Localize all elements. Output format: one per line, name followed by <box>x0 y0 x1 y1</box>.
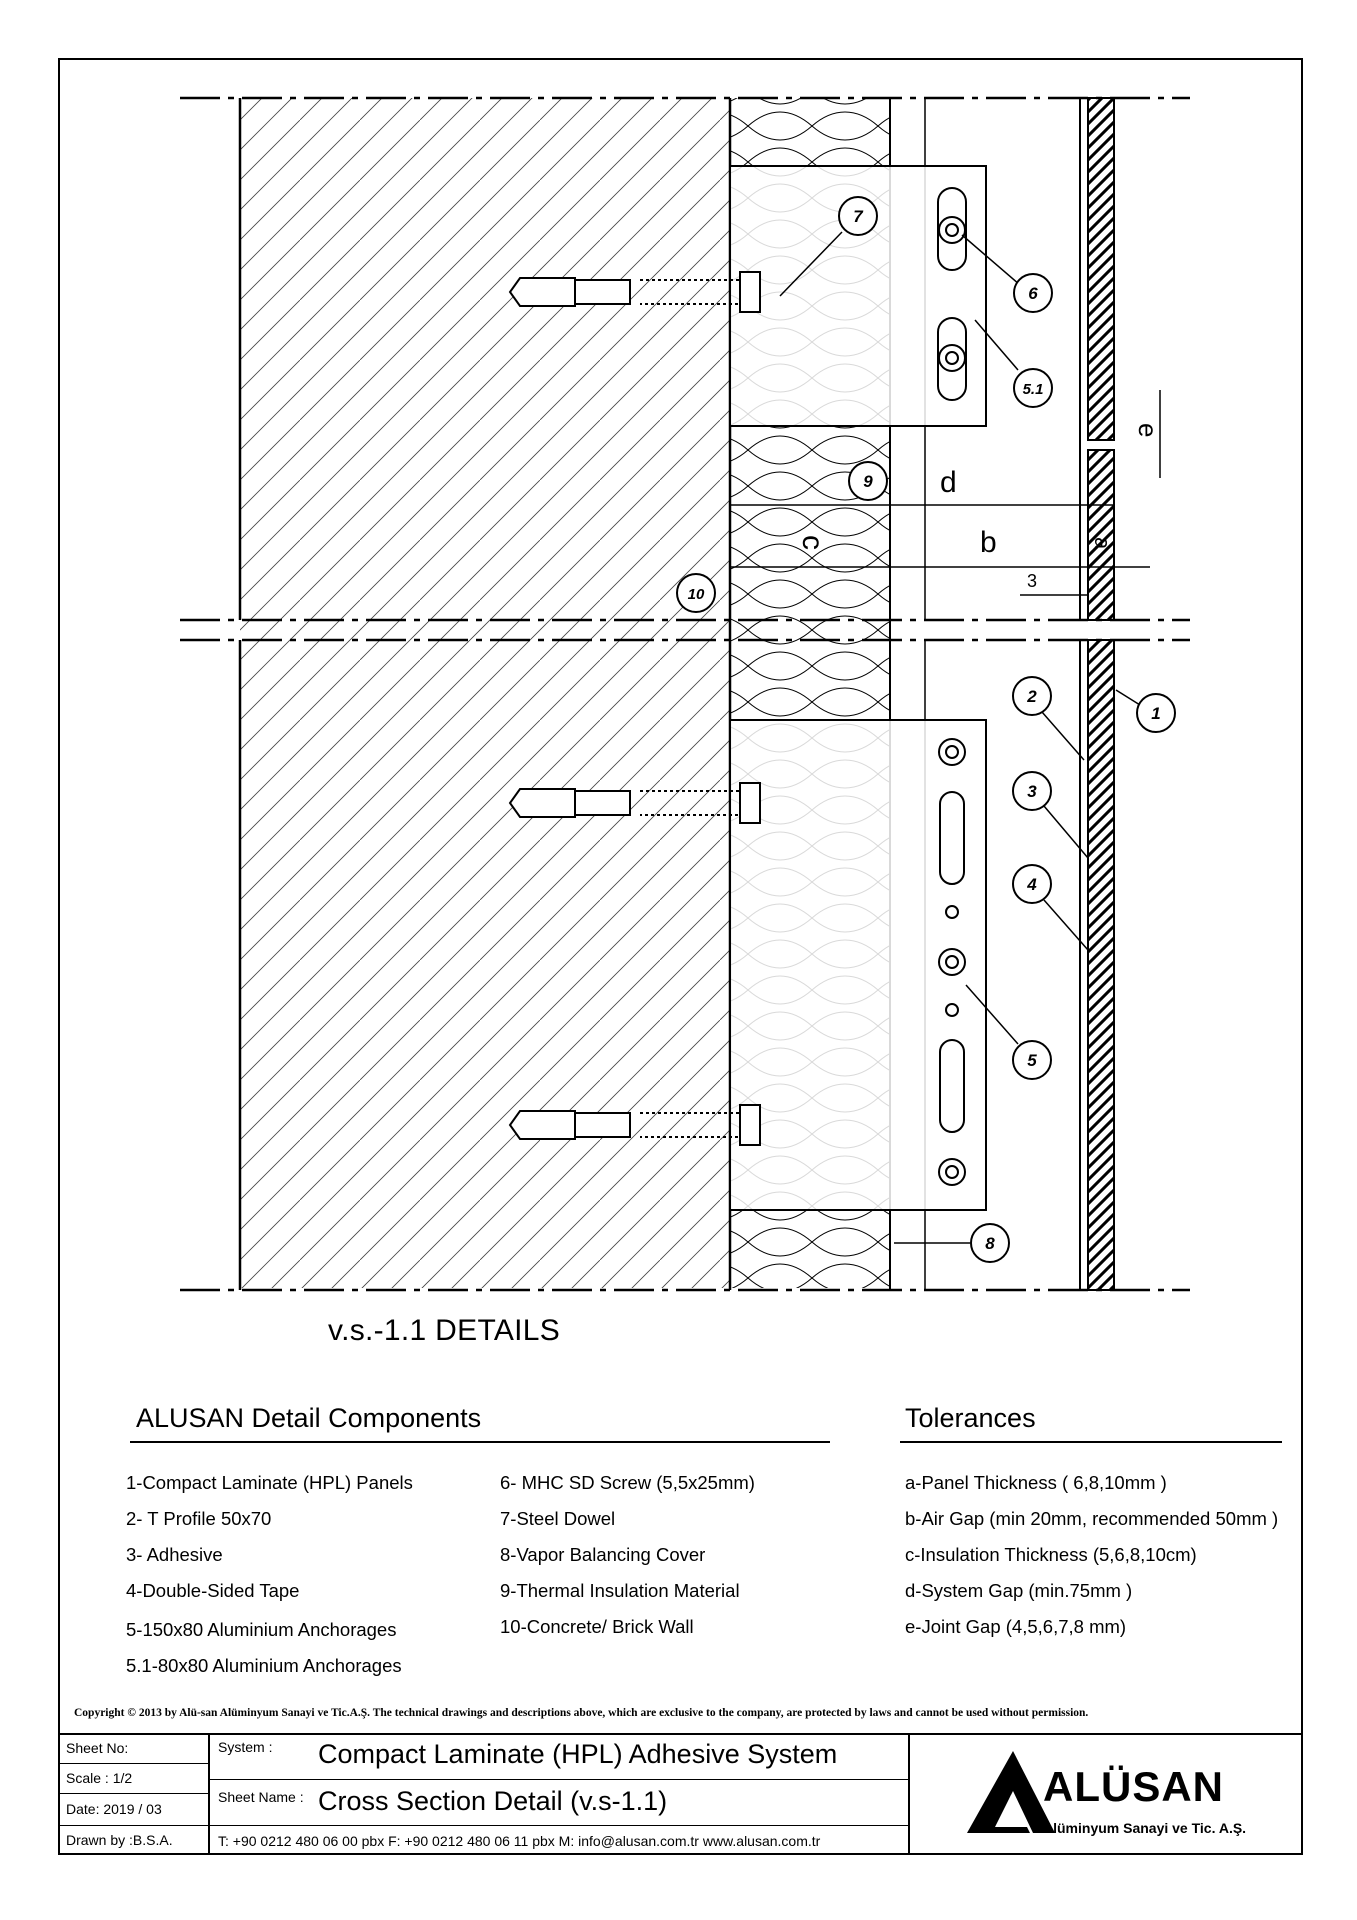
dimension-label-b: b <box>980 526 997 559</box>
sheet-name-value: Cross Section Detail (v.s-1.1) <box>318 1786 668 1816</box>
callout-1-text: 1 <box>1151 704 1161 723</box>
callout-10 <box>677 574 715 612</box>
callout-1 <box>1116 690 1175 732</box>
component-item: 4-Double-Sided Tape <box>126 1580 300 1601</box>
tb-divider <box>908 1733 910 1855</box>
component-item: 5.1-80x80 Aluminium Anchorages <box>126 1655 402 1676</box>
sheet-name-label: Sheet Name : <box>218 1789 304 1805</box>
callout-9-text: 9 <box>863 472 873 491</box>
sheet-no-label: Sheet No: <box>66 1740 129 1756</box>
logo-wordmark: ALÜSAN <box>1043 1763 1224 1810</box>
callout-9 <box>849 462 887 500</box>
contact-line: T: +90 0212 480 06 00 pbx F: +90 0212 480 06 11 pbx M: info@alusan.com.tr www.alusan.com.tr <box>218 1833 821 1849</box>
anchorage-bracket-5 <box>730 720 986 1210</box>
dimension-label-a: a <box>1090 537 1115 550</box>
tolerances-heading: Tolerances <box>905 1403 1036 1433</box>
component-item: 9-Thermal Insulation Material <box>500 1580 740 1601</box>
callout-6-text: 6 <box>1028 284 1038 303</box>
callout-7-text: 7 <box>853 207 863 226</box>
component-item: 2- T Profile 50x70 <box>126 1508 272 1529</box>
dimension-label-3: 3 <box>1027 571 1038 591</box>
components-heading: ALUSAN Detail Components <box>136 1403 482 1433</box>
callout-4-text: 4 <box>1027 875 1037 894</box>
system-label: System : <box>218 1739 273 1755</box>
tolerance-item: a-Panel Thickness ( 6,8,10mm ) <box>905 1472 1167 1493</box>
logo-subtitle: Alüminyum Sanayi ve Tic. A.Ş. <box>1043 1820 1247 1836</box>
components-rule <box>130 1441 830 1443</box>
dimension-label-d: d <box>940 466 957 499</box>
tolerance-item: e-Joint Gap (4,5,6,7,8 mm) <box>905 1616 1127 1637</box>
dimension-label-c: c <box>796 535 829 550</box>
component-item: 8-Vapor Balancing Cover <box>500 1544 706 1565</box>
tolerance-item: b-Air Gap (min 20mm, recommended 50mm ) <box>905 1508 1279 1529</box>
dimension-label-e: e <box>1133 423 1163 438</box>
drawn-by-label: Drawn by :B.S.A. <box>66 1832 173 1848</box>
tolerance-item: c-Insulation Thickness (5,6,8,10cm) <box>905 1544 1197 1565</box>
component-item: 5-150x80 Aluminium Anchorages <box>126 1619 397 1640</box>
tolerance-item: d-System Gap (min.75mm ) <box>905 1580 1133 1601</box>
callout-10-text: 10 <box>687 586 705 603</box>
tolerances-rule <box>900 1441 1282 1443</box>
callout-3 <box>1013 772 1088 858</box>
callout-8-text: 8 <box>985 1234 995 1253</box>
t-profile-and-panel <box>1080 98 1114 1290</box>
component-item: 7-Steel Dowel <box>500 1508 616 1529</box>
component-item: 1-Compact Laminate (HPL) Panels <box>126 1472 413 1493</box>
tb-divider <box>58 1793 208 1794</box>
scale-label: Scale : 1/2 <box>66 1770 133 1786</box>
callout-4 <box>1013 865 1088 950</box>
tb-divider <box>208 1779 908 1780</box>
system-value: Compact Laminate (HPL) Adhesive System <box>318 1739 838 1769</box>
tb-divider <box>58 1825 908 1826</box>
concrete-wall <box>240 98 730 1290</box>
callout-2 <box>1013 677 1084 760</box>
tb-divider <box>208 1733 210 1855</box>
callout-5-1-text: 5.1 <box>1022 381 1044 398</box>
tb-divider <box>58 1733 1303 1735</box>
drawing-title: v.s.-1.1 DETAILS <box>328 1314 561 1347</box>
component-item: 10-Concrete/ Brick Wall <box>500 1616 694 1637</box>
date-label: Date: 2019 / 03 <box>66 1801 162 1817</box>
callout-8 <box>894 1224 1009 1262</box>
component-item: 3- Adhesive <box>126 1544 223 1565</box>
callout-3-text: 3 <box>1027 782 1037 801</box>
tb-divider <box>58 1763 208 1764</box>
callout-2-text: 2 <box>1027 687 1037 706</box>
callout-5-text: 5 <box>1027 1051 1037 1070</box>
title-block <box>58 1733 1303 1855</box>
copyright-notice: Copyright © 2013 by Alü-san Alüminyum Sanayi ve Tic.A.Ş. The technical drawings and descriptions above, which are exclusive to the company, are protected by laws and cannot be used without permission. <box>74 1707 1089 1719</box>
component-item: 6- MHC SD Screw (5,5x25mm) <box>500 1472 755 1493</box>
